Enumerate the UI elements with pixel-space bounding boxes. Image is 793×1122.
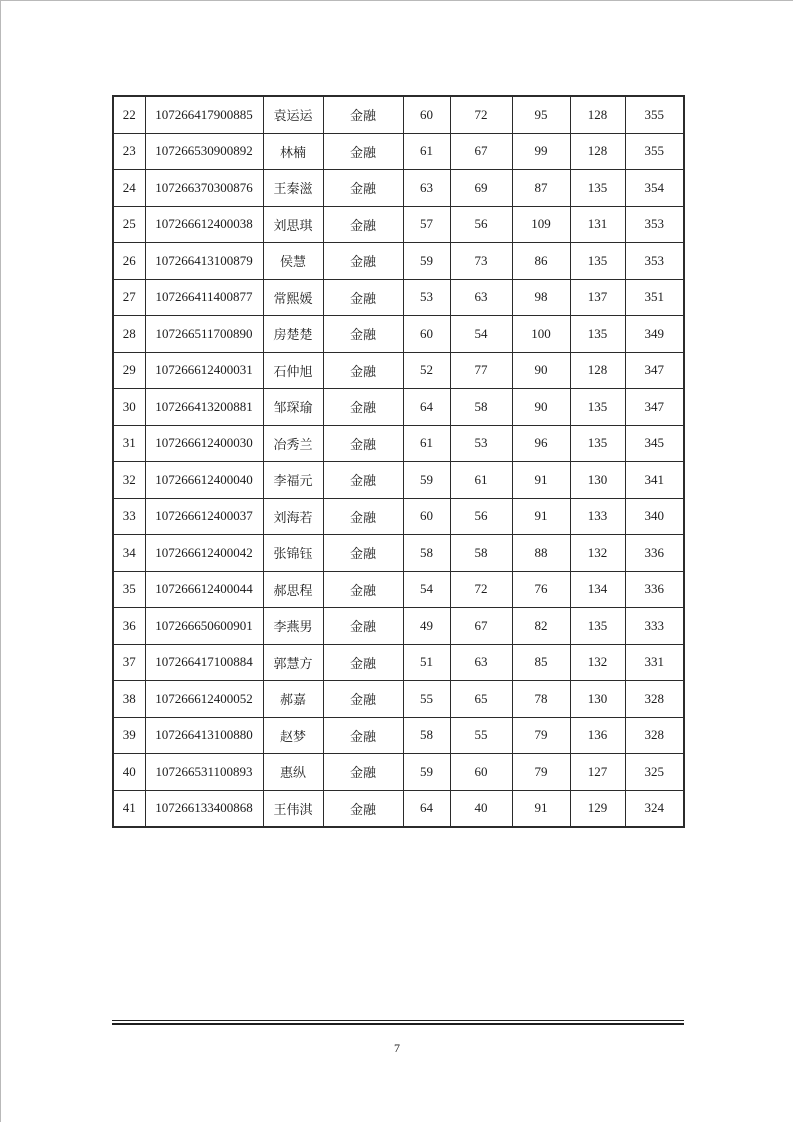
score1-cell: 59 — [403, 462, 450, 499]
total-cell: 349 — [625, 316, 684, 353]
score2-cell: 61 — [450, 462, 512, 499]
score3-cell: 95 — [512, 96, 570, 133]
total-cell: 353 — [625, 206, 684, 243]
total-cell: 347 — [625, 389, 684, 426]
table-row — [113, 717, 684, 754]
exam-id-cell: 107266612400030 — [145, 425, 263, 462]
score2-cell: 69 — [450, 170, 512, 207]
table-row — [113, 754, 684, 791]
rank-cell: 40 — [113, 754, 145, 791]
score3-cell: 79 — [512, 717, 570, 754]
score3-cell: 99 — [512, 133, 570, 170]
exam-id-cell: 107266612400038 — [145, 206, 263, 243]
table-row — [113, 133, 684, 170]
rank-cell: 24 — [113, 170, 145, 207]
score2-cell: 72 — [450, 571, 512, 608]
major-cell: 金融 — [323, 352, 403, 389]
major-cell: 金融 — [323, 498, 403, 535]
score1-cell: 54 — [403, 571, 450, 608]
score4-cell: 127 — [570, 754, 625, 791]
score1-cell: 52 — [403, 352, 450, 389]
rank-cell: 41 — [113, 790, 145, 827]
major-cell: 金融 — [323, 243, 403, 280]
name-cell: 房楚楚 — [263, 316, 323, 353]
score3-cell: 85 — [512, 644, 570, 681]
total-cell: 345 — [625, 425, 684, 462]
score2-cell: 77 — [450, 352, 512, 389]
major-cell: 金融 — [323, 608, 403, 645]
exam-id-cell: 107266531100893 — [145, 754, 263, 791]
score2-cell: 56 — [450, 206, 512, 243]
name-cell: 侯慧 — [263, 243, 323, 280]
total-cell: 328 — [625, 681, 684, 718]
score2-cell: 67 — [450, 133, 512, 170]
score4-cell: 135 — [570, 243, 625, 280]
score3-cell: 90 — [512, 352, 570, 389]
score2-cell: 63 — [450, 279, 512, 316]
major-cell: 金融 — [323, 681, 403, 718]
score3-cell: 79 — [512, 754, 570, 791]
rank-cell: 23 — [113, 133, 145, 170]
rank-cell: 25 — [113, 206, 145, 243]
score2-cell: 63 — [450, 644, 512, 681]
major-cell: 金融 — [323, 133, 403, 170]
name-cell: 林楠 — [263, 133, 323, 170]
major-cell: 金融 — [323, 279, 403, 316]
score1-cell: 60 — [403, 498, 450, 535]
rank-cell: 34 — [113, 535, 145, 572]
total-cell: 333 — [625, 608, 684, 645]
major-cell: 金融 — [323, 790, 403, 827]
name-cell: 王秦滋 — [263, 170, 323, 207]
table-row — [113, 352, 684, 389]
exam-id-cell: 107266612400037 — [145, 498, 263, 535]
exam-id-cell: 107266650600901 — [145, 608, 263, 645]
score2-cell: 58 — [450, 535, 512, 572]
score3-cell: 82 — [512, 608, 570, 645]
table-row — [113, 790, 684, 827]
table-row — [113, 608, 684, 645]
score-table — [112, 95, 685, 828]
total-cell: 325 — [625, 754, 684, 791]
major-cell: 金融 — [323, 754, 403, 791]
total-cell: 336 — [625, 571, 684, 608]
score4-cell: 137 — [570, 279, 625, 316]
table-row — [113, 571, 684, 608]
score4-cell: 132 — [570, 644, 625, 681]
exam-id-cell: 107266530900892 — [145, 133, 263, 170]
score4-cell: 135 — [570, 170, 625, 207]
rank-cell: 33 — [113, 498, 145, 535]
footer-divider-rule — [112, 1020, 684, 1025]
exam-id-cell: 107266612400042 — [145, 535, 263, 572]
score3-cell: 88 — [512, 535, 570, 572]
score3-cell: 109 — [512, 206, 570, 243]
total-cell: 336 — [625, 535, 684, 572]
score1-cell: 55 — [403, 681, 450, 718]
score2-cell: 58 — [450, 389, 512, 426]
rank-cell: 28 — [113, 316, 145, 353]
score4-cell: 129 — [570, 790, 625, 827]
score-table-body — [113, 96, 684, 827]
total-cell: 353 — [625, 243, 684, 280]
name-cell: 惠纵 — [263, 754, 323, 791]
major-cell: 金融 — [323, 170, 403, 207]
score4-cell: 134 — [570, 571, 625, 608]
score4-cell: 135 — [570, 425, 625, 462]
name-cell: 刘海若 — [263, 498, 323, 535]
score4-cell: 135 — [570, 389, 625, 426]
score3-cell: 78 — [512, 681, 570, 718]
rank-cell: 27 — [113, 279, 145, 316]
major-cell: 金融 — [323, 425, 403, 462]
name-cell: 冶秀兰 — [263, 425, 323, 462]
table-row — [113, 279, 684, 316]
score4-cell: 130 — [570, 681, 625, 718]
table-row — [113, 535, 684, 572]
score3-cell: 91 — [512, 498, 570, 535]
rank-cell: 35 — [113, 571, 145, 608]
rank-cell: 29 — [113, 352, 145, 389]
name-cell: 刘思琪 — [263, 206, 323, 243]
name-cell: 王伟淇 — [263, 790, 323, 827]
score3-cell: 87 — [512, 170, 570, 207]
total-cell: 355 — [625, 133, 684, 170]
exam-id-cell: 107266413100879 — [145, 243, 263, 280]
major-cell: 金融 — [323, 206, 403, 243]
score2-cell: 65 — [450, 681, 512, 718]
table-row — [113, 425, 684, 462]
score4-cell: 135 — [570, 608, 625, 645]
score4-cell: 130 — [570, 462, 625, 499]
score1-cell: 57 — [403, 206, 450, 243]
page-number: 7 — [394, 1041, 400, 1055]
rank-cell: 39 — [113, 717, 145, 754]
score1-cell: 51 — [403, 644, 450, 681]
table-row — [113, 389, 684, 426]
name-cell: 郝嘉 — [263, 681, 323, 718]
total-cell: 340 — [625, 498, 684, 535]
score2-cell: 56 — [450, 498, 512, 535]
score1-cell: 58 — [403, 717, 450, 754]
name-cell: 常熙媛 — [263, 279, 323, 316]
score1-cell: 60 — [403, 96, 450, 133]
score1-cell: 64 — [403, 790, 450, 827]
score3-cell: 86 — [512, 243, 570, 280]
name-cell: 郝思程 — [263, 571, 323, 608]
score2-cell: 53 — [450, 425, 512, 462]
table-row — [113, 96, 684, 133]
rank-cell: 30 — [113, 389, 145, 426]
score1-cell: 64 — [403, 389, 450, 426]
total-cell: 324 — [625, 790, 684, 827]
total-cell: 331 — [625, 644, 684, 681]
name-cell: 邹琛瑜 — [263, 389, 323, 426]
score3-cell: 100 — [512, 316, 570, 353]
rank-cell: 38 — [113, 681, 145, 718]
score4-cell: 128 — [570, 96, 625, 133]
score2-cell: 72 — [450, 96, 512, 133]
major-cell: 金融 — [323, 462, 403, 499]
major-cell: 金融 — [323, 571, 403, 608]
score3-cell: 98 — [512, 279, 570, 316]
score4-cell: 133 — [570, 498, 625, 535]
score3-cell: 90 — [512, 389, 570, 426]
exam-id-cell: 107266417100884 — [145, 644, 263, 681]
exam-id-cell: 107266133400868 — [145, 790, 263, 827]
score1-cell: 61 — [403, 425, 450, 462]
exam-id-cell: 107266612400031 — [145, 352, 263, 389]
name-cell: 李福元 — [263, 462, 323, 499]
total-cell: 341 — [625, 462, 684, 499]
rank-cell: 31 — [113, 425, 145, 462]
score1-cell: 59 — [403, 243, 450, 280]
score4-cell: 128 — [570, 133, 625, 170]
total-cell: 351 — [625, 279, 684, 316]
score3-cell: 91 — [512, 462, 570, 499]
score4-cell: 135 — [570, 316, 625, 353]
score2-cell: 60 — [450, 754, 512, 791]
major-cell: 金融 — [323, 96, 403, 133]
total-cell: 354 — [625, 170, 684, 207]
table-row — [113, 498, 684, 535]
exam-id-cell: 107266612400040 — [145, 462, 263, 499]
name-cell: 石仲旭 — [263, 352, 323, 389]
score1-cell: 59 — [403, 754, 450, 791]
major-cell: 金融 — [323, 389, 403, 426]
total-cell: 355 — [625, 96, 684, 133]
score1-cell: 61 — [403, 133, 450, 170]
major-cell: 金融 — [323, 535, 403, 572]
rank-cell: 36 — [113, 608, 145, 645]
major-cell: 金融 — [323, 717, 403, 754]
table-row — [113, 170, 684, 207]
score4-cell: 136 — [570, 717, 625, 754]
score2-cell: 67 — [450, 608, 512, 645]
score4-cell: 132 — [570, 535, 625, 572]
table-row — [113, 644, 684, 681]
exam-id-cell: 107266612400044 — [145, 571, 263, 608]
score1-cell: 53 — [403, 279, 450, 316]
exam-id-cell: 107266411400877 — [145, 279, 263, 316]
score3-cell: 96 — [512, 425, 570, 462]
exam-id-cell: 107266612400052 — [145, 681, 263, 718]
major-cell: 金融 — [323, 316, 403, 353]
name-cell: 张锦钰 — [263, 535, 323, 572]
score4-cell: 131 — [570, 206, 625, 243]
exam-id-cell: 107266413100880 — [145, 717, 263, 754]
exam-id-cell: 107266370300876 — [145, 170, 263, 207]
score3-cell: 91 — [512, 790, 570, 827]
score1-cell: 63 — [403, 170, 450, 207]
name-cell: 赵梦 — [263, 717, 323, 754]
rank-cell: 26 — [113, 243, 145, 280]
name-cell: 袁运运 — [263, 96, 323, 133]
score2-cell: 40 — [450, 790, 512, 827]
score2-cell: 54 — [450, 316, 512, 353]
exam-id-cell: 107266417900885 — [145, 96, 263, 133]
total-cell: 347 — [625, 352, 684, 389]
name-cell: 郭慧方 — [263, 644, 323, 681]
exam-id-cell: 107266511700890 — [145, 316, 263, 353]
table-row — [113, 243, 684, 280]
name-cell: 李燕男 — [263, 608, 323, 645]
score2-cell: 55 — [450, 717, 512, 754]
table-row — [113, 206, 684, 243]
major-cell: 金融 — [323, 644, 403, 681]
rank-cell: 37 — [113, 644, 145, 681]
exam-id-cell: 107266413200881 — [145, 389, 263, 426]
score1-cell: 60 — [403, 316, 450, 353]
score2-cell: 73 — [450, 243, 512, 280]
score4-cell: 128 — [570, 352, 625, 389]
table-row — [113, 316, 684, 353]
score1-cell: 58 — [403, 535, 450, 572]
score3-cell: 76 — [512, 571, 570, 608]
rank-cell: 22 — [113, 96, 145, 133]
table-row — [113, 681, 684, 718]
total-cell: 328 — [625, 717, 684, 754]
rank-cell: 32 — [113, 462, 145, 499]
table-row — [113, 462, 684, 499]
score1-cell: 49 — [403, 608, 450, 645]
